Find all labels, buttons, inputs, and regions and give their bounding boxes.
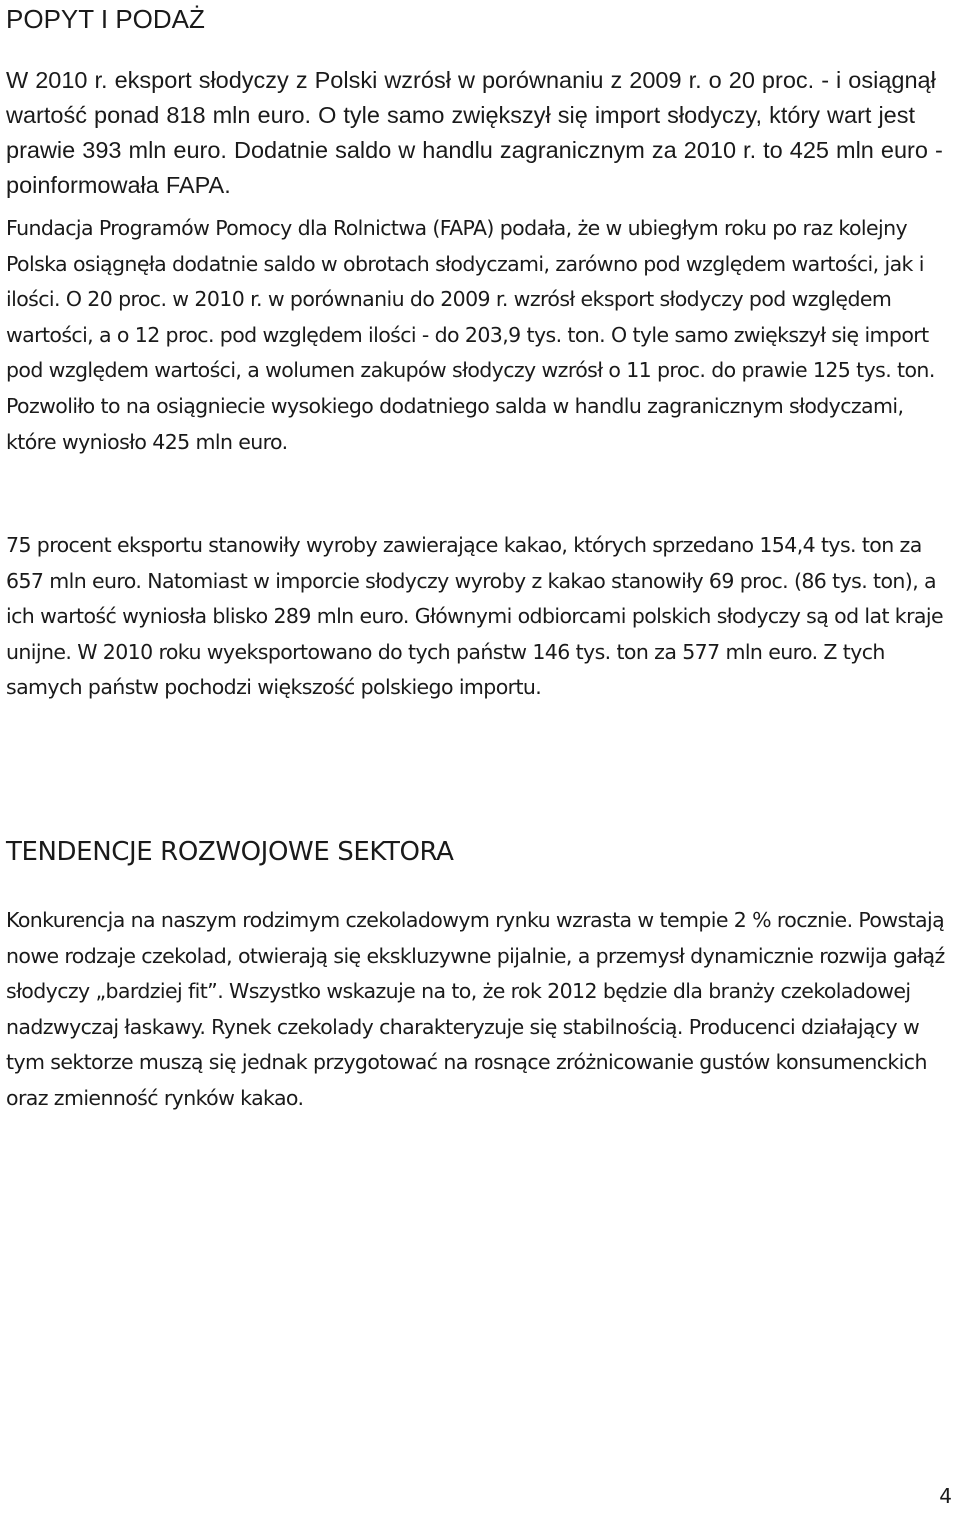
- body-paragraph-export: 75 procent eksportu stanowiły wyroby zawierające kakao, których sprzedano 154,4 tys. ton za 657 mln euro. Natomiast w imporcie słodyczy wyroby z kakao stanowiły 69 proc. (86 tys. ton), a ich wartość wyniosła blisko 289 mln euro. Głównymi odbiorcami polskich słodyczy są od lat kraje unijne. W 2010 roku wyeksportowano do tych państw 146 tys. ton za 577 mln euro. Z tych samych państw pochodzi większość polskiego importu.: [6, 533, 943, 700]
- body-paragraph-trends: Konkurencja na naszym rodzimym czekoladowym rynku wzrasta w tempie 2 % rocznie. Powstają nowe rodzaje czekolad, otwierają się ekskluzywne pijalnie, a przemysł dynamicznie rozwija gałąź słodyczy „bardziej fit”. Wszystko wskazuje na to, że rok 2012 będzie dla branży czekoladowej nadzwyczaj łaskawy. Rynek czekolady charakteryzuje się stabilnością. Producenci działający w tym sektorze muszą się jednak przygotować na rosnące zróżnicowanie gustów konsumenckich oraz zmienność rynków kakao.: [6, 908, 945, 1110]
- page-number: 4: [939, 1484, 952, 1508]
- lead-paragraph: W 2010 r. eksport słodyczy z Polski wzrósł w porównaniu z 2009 r. o 20 proc. - i osiągnął wartość ponad 818 mln euro. O tyle samo zwiększył się import słodyczy, który wart jest prawie 393 mln euro. Dodatnie saldo w handlu zagranicznym za 2010 r. to 425 mln euro - poinformowała FAPA.: [6, 67, 943, 198]
- page-title: POPYT I PODAŻ: [6, 4, 205, 34]
- document-page: [6, 0, 956, 1515]
- section-heading: TENDENCJE ROZWOJOWE SEKTORA: [6, 837, 454, 867]
- body-paragraph-fapa: Fundacja Programów Pomocy dla Rolnictwa (FAPA) podała, że w ubiegłym roku po raz kolejny Polska osiągnęła dodatnie saldo w obrotach słodyczami, zarówno pod względem wartości, jak i ilości. O 20 proc. w 2010 r. w porównaniu do 2009 r. wzrósł eksport słodyczy pod względem wartości, a o 12 proc. pod względem ilości - do 203,9 tys. ton. O tyle samo zwiększył się import pod względem wartości, a wolumen zakupów słodyczy wzrósł o 11 proc. do prawie 125 tys. ton. Pozwoliło to na osiągniecie wysokiego dodatniego salda w handlu zagranicznym słodyczami, które wyniosło 425 mln euro.: [6, 216, 935, 454]
